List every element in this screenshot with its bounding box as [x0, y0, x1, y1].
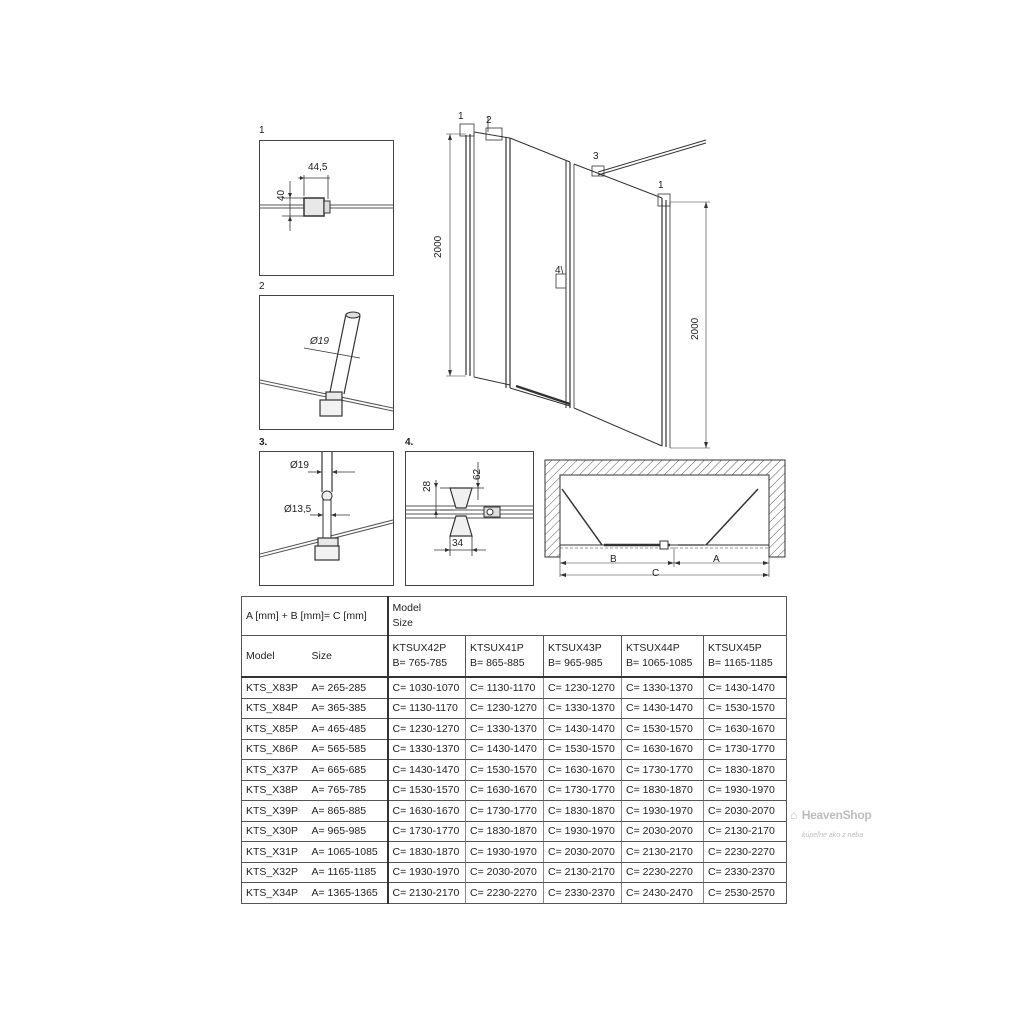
- row-c-range: C= 2130-2170: [544, 862, 622, 883]
- formula-cell: A [mm] + B [mm]= C [mm]: [242, 597, 388, 636]
- row-a-range: A= 365-385: [308, 698, 388, 719]
- row-c-range: C= 1430-1470: [388, 760, 466, 781]
- row-c-range: C= 2230-2270: [622, 862, 704, 883]
- row-c-range: C= 1530-1570: [466, 760, 544, 781]
- table-row: [242, 862, 787, 883]
- row-a-range: A= 565-585: [308, 739, 388, 760]
- column-b-range: B= 865-885: [470, 657, 525, 669]
- detail-3-box: [259, 451, 394, 586]
- detail-2-box: [259, 295, 394, 430]
- watermark-logo: [790, 806, 871, 842]
- callout-2: 2: [486, 115, 492, 126]
- column-header: [544, 636, 622, 678]
- left-size-header: Size: [308, 636, 388, 678]
- detail-1-label: 1: [259, 125, 265, 136]
- table-row: [242, 739, 787, 760]
- row-c-range: C= 1830-1870: [544, 801, 622, 822]
- row-model: KTS_X30P: [242, 821, 308, 842]
- detail-2-diameter-dim: Ø19: [310, 336, 329, 347]
- row-c-range: C= 1130-1170: [388, 698, 466, 719]
- row-c-range: C= 1730-1770: [622, 760, 704, 781]
- detail-3-label: 3.: [259, 437, 268, 448]
- row-c-range: C= 1630-1670: [388, 801, 466, 822]
- house-icon: ⌂: [790, 808, 798, 822]
- row-c-range: C= 1230-1270: [388, 719, 466, 740]
- detail-2-label: 2: [259, 281, 265, 292]
- left-model-header: Model: [242, 636, 308, 678]
- detail-1-height-dim: 40: [276, 189, 287, 201]
- row-c-range: C= 1030-1070: [388, 677, 466, 698]
- row-c-range: C= 1530-1570: [544, 739, 622, 760]
- row-c-range: C= 1730-1770: [388, 821, 466, 842]
- column-header: [466, 636, 544, 678]
- row-c-range: C= 1930-1970: [704, 780, 787, 801]
- row-c-range: C= 1630-1670: [544, 760, 622, 781]
- row-c-range: C= 2330-2370: [544, 883, 622, 904]
- row-c-range: C= 1730-1770: [466, 801, 544, 822]
- detail-4-label: 4.: [405, 437, 414, 448]
- row-c-range: C= 1530-1570: [622, 719, 704, 740]
- size-table: [241, 596, 787, 904]
- row-model: KTS_X34P: [242, 883, 308, 904]
- table-row: [242, 719, 787, 740]
- column-b-range: B= 965-985: [548, 657, 603, 669]
- plan-view-drawing: [544, 459, 786, 587]
- column-header: [388, 636, 466, 678]
- row-c-range: C= 1130-1170: [466, 677, 544, 698]
- row-c-range: C= 1430-1470: [466, 739, 544, 760]
- row-c-range: C= 1330-1370: [622, 677, 704, 698]
- row-c-range: C= 1830-1870: [704, 760, 787, 781]
- column-header: [622, 636, 704, 678]
- row-model: KTS_X31P: [242, 842, 308, 863]
- row-c-range: C= 2030-2070: [466, 862, 544, 883]
- row-c-range: C= 2430-2470: [622, 883, 704, 904]
- row-c-range: C= 1230-1270: [466, 698, 544, 719]
- row-c-range: C= 1630-1670: [466, 780, 544, 801]
- callout-3: 3: [593, 151, 599, 162]
- row-c-range: C= 1330-1370: [466, 719, 544, 740]
- row-model: KTS_X86P: [242, 739, 308, 760]
- detail-4-left-height: 28: [422, 480, 433, 492]
- detail-1-box: [259, 140, 394, 276]
- row-c-range: C= 1930-1970: [466, 842, 544, 863]
- row-c-range: C= 2030-2070: [704, 801, 787, 822]
- detail-4-top-dim: 62: [472, 468, 483, 480]
- row-a-range: A= 765-785: [308, 780, 388, 801]
- callout-1-top: 1: [458, 111, 464, 122]
- table-row: [242, 883, 787, 904]
- row-c-range: C= 2130-2170: [388, 883, 466, 904]
- row-c-range: C= 2130-2170: [622, 842, 704, 863]
- row-c-range: C= 1830-1870: [466, 821, 544, 842]
- row-c-range: C= 1530-1570: [704, 698, 787, 719]
- row-c-range: C= 1830-1870: [622, 780, 704, 801]
- row-model: KTS_X84P: [242, 698, 308, 719]
- row-c-range: C= 2030-2070: [544, 842, 622, 863]
- row-c-range: C= 2030-2070: [622, 821, 704, 842]
- detail-4-drawing: [406, 452, 533, 585]
- row-c-range: C= 2230-2270: [466, 883, 544, 904]
- header-size: Size: [392, 617, 413, 629]
- row-c-range: C= 2530-2570: [704, 883, 787, 904]
- column-model: KTSUX42P: [392, 642, 447, 654]
- row-c-range: C= 1430-1470: [704, 677, 787, 698]
- row-a-range: A= 1065-1085: [308, 842, 388, 863]
- row-c-range: C= 1930-1970: [388, 862, 466, 883]
- row-model: KTS_X32P: [242, 862, 308, 883]
- detail-4-bottom-dim: 34: [452, 538, 464, 549]
- table-row: [242, 801, 787, 822]
- column-b-range: B= 765-785: [392, 657, 448, 669]
- main-door-drawing: [430, 110, 730, 455]
- row-model: KTS_X39P: [242, 801, 308, 822]
- row-a-range: A= 665-685: [308, 760, 388, 781]
- detail-1-width-dim: 44,5: [308, 162, 328, 173]
- row-model: KTS_X83P: [242, 677, 308, 698]
- row-c-range: C= 1830-1870: [388, 842, 466, 863]
- column-b-range: B= 1165-1185: [708, 657, 773, 669]
- row-c-range: C= 1730-1770: [704, 739, 787, 760]
- row-a-range: A= 265-285: [308, 677, 388, 698]
- row-c-range: C= 1930-1970: [622, 801, 704, 822]
- header-model: Model: [392, 602, 422, 614]
- row-model: KTS_X38P: [242, 780, 308, 801]
- row-a-range: A= 1365-1365: [308, 883, 388, 904]
- row-c-range: C= 1730-1770: [544, 780, 622, 801]
- row-c-range: C= 1330-1370: [388, 739, 466, 760]
- table-row: [242, 842, 787, 863]
- table-row: [242, 698, 787, 719]
- column-b-range: B= 1065-1085: [626, 657, 693, 669]
- callout-1-right: 1: [658, 180, 664, 191]
- row-c-range: C= 1330-1370: [544, 698, 622, 719]
- row-c-range: C= 2230-2270: [704, 842, 787, 863]
- row-c-range: C= 1630-1670: [622, 739, 704, 760]
- detail-3-drawing: [260, 452, 393, 585]
- row-c-range: C= 1930-1970: [544, 821, 622, 842]
- column-header: [704, 636, 787, 678]
- callout-4: 4: [555, 265, 561, 276]
- row-model: KTS_X37P: [242, 760, 308, 781]
- table-row: [242, 760, 787, 781]
- row-c-range: C= 1430-1470: [622, 698, 704, 719]
- table-row: [242, 677, 787, 698]
- column-model: KTSUX44P: [626, 642, 680, 654]
- watermark-tagline: kúpeľne ako z neba: [802, 832, 864, 839]
- plan-label-c: C: [652, 568, 660, 579]
- row-a-range: A= 1165-1185: [308, 862, 388, 883]
- plan-label-b: B: [610, 554, 617, 565]
- detail-3-diameter-small: Ø13,5: [284, 504, 312, 515]
- row-c-range: C= 1630-1670: [704, 719, 787, 740]
- row-c-range: C= 1230-1270: [544, 677, 622, 698]
- detail-2-drawing: [260, 296, 393, 429]
- detail-3-diameter-top: Ø19: [290, 460, 309, 471]
- row-model: KTS_X85P: [242, 719, 308, 740]
- row-c-range: C= 2330-2370: [704, 862, 787, 883]
- row-c-range: C= 2130-2170: [704, 821, 787, 842]
- table-row: [242, 780, 787, 801]
- row-a-range: A= 965-985: [308, 821, 388, 842]
- column-model: KTSUX45P: [708, 642, 762, 654]
- row-a-range: A= 465-485: [308, 719, 388, 740]
- column-model: KTSUX43P: [548, 642, 602, 654]
- row-c-range: C= 1430-1470: [544, 719, 622, 740]
- row-a-range: A= 865-885: [308, 801, 388, 822]
- column-model: KTSUX41P: [470, 642, 524, 654]
- row-c-range: C= 1530-1570: [388, 780, 466, 801]
- watermark-brand: HeavenShop: [801, 808, 872, 822]
- height-dim-right: 2000: [690, 317, 701, 340]
- height-dim-left: 2000: [433, 235, 444, 258]
- detail-4-box: [405, 451, 534, 586]
- plan-label-a: A: [713, 554, 720, 565]
- header-model-size: [388, 597, 787, 636]
- table-row: [242, 821, 787, 842]
